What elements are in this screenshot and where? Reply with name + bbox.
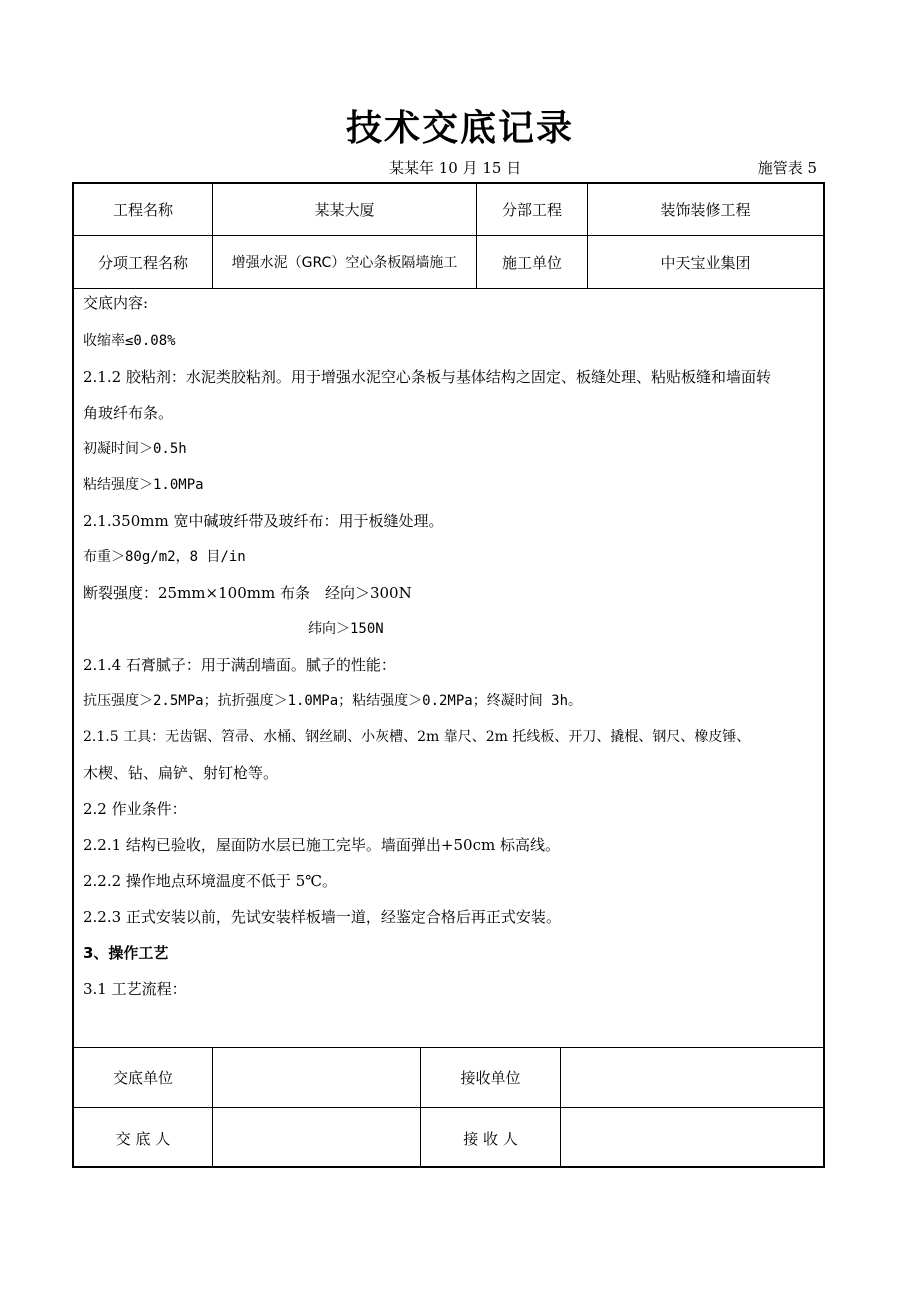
receive-person-field[interactable]: [561, 1108, 823, 1168]
handover-unit-label: 交底单位: [112, 1069, 173, 1087]
form-number: 施管表 5: [757, 159, 817, 177]
content-line: 3.1 工艺流程：: [83, 980, 187, 998]
receive-person-label: 接 收 人: [463, 1129, 518, 1148]
content-line: 粘结强度＞1.0MPa: [83, 477, 204, 493]
division-label: 分部工程: [501, 201, 562, 219]
content-line: 2.1.2 胶粘剂：水泥类胶粘剂。用于增强水泥空心条板与基体结构之固定、板缝处理、粘贴板缝和墙面转: [83, 368, 771, 386]
row-divider: [74, 288, 823, 289]
contractor-label: 施工单位: [501, 253, 562, 272]
content-line: 收缩率≤0.08%: [83, 333, 176, 349]
content-line: 布重＞80g/m2，8 目/in: [83, 549, 246, 565]
record-table: [72, 182, 825, 1168]
content-line: 2.2 作业条件：: [83, 800, 187, 818]
content-line: 角玻纤布条。: [83, 404, 174, 422]
project-name-label: 工程名称: [112, 201, 173, 219]
content-line: 2.2.1 结构已验收，屋面防水层已施工完毕。墙面弹出+50cm 标高线。: [83, 836, 560, 854]
contractor-value: 中天宝业集团: [660, 253, 751, 272]
content-line: 抗压强度＞2.5MPa；抗折强度＞1.0MPa；粘结强度＞0.2MPa；终凝时间 3h。: [83, 693, 583, 709]
content-line: 2.2.3 正式安装以前，先试安装样板墙一道，经鉴定合格后再正式安装。: [83, 908, 561, 926]
section-heading: 3、操作工艺: [83, 944, 169, 962]
content-line: 2.1.5 工具：无齿锯、笤帚、水桶、钢丝刷、小灰槽、2m 靠尺、2m 托线板、开刀、撬棍、钢尺、橡皮锤、: [83, 729, 751, 745]
content-line: 2.1.4 石膏腻子：用于满刮墙面。腻子的性能：: [83, 656, 396, 674]
project-name-value: 某某大厦: [314, 201, 375, 219]
handover-person-label: 交 底 人: [115, 1129, 171, 1148]
page-title: 技术交底记录: [345, 108, 574, 149]
content-line: 2.1.350mm 宽中碱玻纤带及玻纤布：用于板缝处理。: [83, 512, 444, 530]
content-line: 初凝时间＞0.5h: [83, 441, 187, 457]
division-value: 装饰装修工程: [660, 201, 751, 219]
content-line: 木楔、钻、扁铲、射钉枪等。: [83, 764, 279, 782]
content-line: 2.2.2 操作地点环境温度不低于 5℃。: [83, 872, 338, 890]
subitem-name-value: 增强水泥（GRC）空心条板隔墙施工: [231, 255, 458, 271]
subitem-name-label: 分项工程名称: [97, 253, 188, 272]
content-line: 纬向＞150N: [308, 621, 384, 637]
handover-person-field[interactable]: [213, 1108, 420, 1168]
receive-unit-field[interactable]: [561, 1048, 823, 1107]
document-date: 某某年 10 月 15 日: [389, 159, 522, 177]
content-line: 交底内容:: [83, 294, 149, 312]
handover-unit-field[interactable]: [213, 1048, 420, 1107]
receive-unit-label: 接收单位: [460, 1069, 521, 1087]
content-line: 断裂强度：25mm×100mm 布条 经向＞300N: [83, 584, 412, 602]
